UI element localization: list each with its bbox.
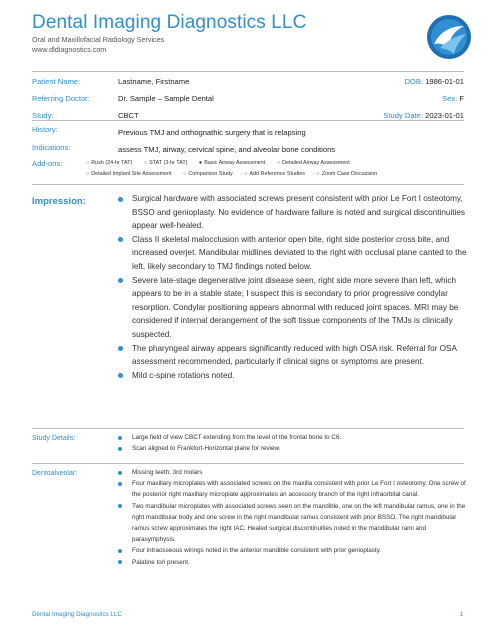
history-text: Previous TMJ and orthognathic surgery that is relapsing [118, 128, 306, 137]
impression-label: Impression: [32, 196, 86, 207]
study-details-divider [32, 463, 464, 464]
list-item: Large field of view CBCT extending from the level of the frontal bone to C6. [118, 432, 468, 443]
study-details-label: Study Details: [32, 435, 76, 442]
report-header [32, 12, 472, 68]
bullet-dot-icon [118, 373, 123, 378]
study-date-value: 2023-01-01 [425, 111, 464, 120]
referring-doctor-label: Referring Doctor: [32, 94, 90, 103]
indications-label: Indications: [32, 143, 71, 152]
addon-reference-studies[interactable]: ○ Add Reference Studies [244, 171, 305, 177]
study-details-list [118, 432, 468, 454]
list-item: Palatine tori present. [118, 557, 468, 568]
addon-implant-site[interactable]: ○ Detailed Implant Site Assessment [86, 171, 172, 177]
list-item: Mild c-spine rotations noted. [118, 369, 468, 383]
bullet-dot-icon [118, 560, 122, 564]
dentoalveolar-label: Dentoalveolar: [32, 470, 78, 477]
bullet-dot-icon [118, 237, 123, 242]
bullet-dot-icon [118, 504, 122, 508]
list-item: Severe late-stage degenerative joint disease seen, right side more severe than left, which appears to be in a stable state; I suspect this is secondary to prior progressive condylar resorption. Condylar positioning appears abnormal with reduced joint spaces. MRI may be considered if internal derangement of the soft tissue components of the TMJs is clinically suspected. [118, 274, 468, 342]
bullet-dot-icon [118, 436, 122, 440]
list-item: Two mandibular microplates with associated screws seen on the mandible, one on the left mandibular ramus, one in the right mandibular body and one screw in the right mandibular ramus consistent with prior BSSO. The right mandibular ramus screw approximates the right IAC. Healed surgical discontinuities noted in the mandibular rami and parasymphysis. [118, 501, 468, 546]
study-value: CBCT [118, 111, 139, 120]
dob-label: DOB: [404, 77, 424, 86]
company-website[interactable]: www.dldiagnostics.com [32, 45, 107, 54]
footer-company: Dental Imaging Diagnostics LLC [32, 611, 122, 618]
addons-label: Add-ons: [32, 159, 63, 168]
addons-row-1 [86, 160, 360, 166]
checkbox-unchecked-icon: ○ [143, 160, 148, 166]
checkbox-checked-icon: ● [198, 160, 203, 166]
dob-value: 1986-01-01 [425, 77, 464, 86]
addon-detailed-airway[interactable]: ○ Detailed Airway Assessment [276, 160, 350, 166]
list-item: Missing teeth: 3rd molars [118, 467, 468, 478]
checkbox-unchecked-icon: ○ [276, 160, 281, 166]
addons-row-2 [86, 171, 387, 177]
header-divider [32, 71, 464, 72]
clinical-divider [32, 184, 464, 185]
list-item: Surgical hardware with associated screws present consistent with prior Le Fort I osteotomy, BSSO and genioplasty. No evidence of hardware failure is noted and surgical discontinuities appear well-healed. [118, 192, 468, 233]
addon-basic-airway[interactable]: ● Basic Airway Assessment [198, 160, 266, 166]
bullet-dot-icon [118, 482, 122, 486]
study-date-label: Study Date: [383, 111, 424, 120]
impression-list [118, 192, 468, 382]
bullet-dot-icon [118, 346, 123, 351]
info-divider [32, 120, 464, 121]
patient-name: Lastname, Firstname [118, 77, 190, 86]
list-item: Four maxillary microplates with associated screws on the maxilla consistent with prior Le Fort I osteotomy. One screw of the posterior right maxillary microplate approximates an accessory branch of the right infraorbital canal. [118, 478, 468, 500]
history-label: History: [32, 125, 58, 134]
page-number: 1 [459, 611, 463, 618]
company-name: Dental Imaging Diagnostics LLC [32, 12, 307, 33]
bullet-dot-icon [118, 471, 122, 475]
bullet-dot-icon [118, 549, 122, 553]
addon-zoom-discussion[interactable]: ○ Zoom Case Discussion [316, 171, 378, 177]
bullet-dot-icon [118, 278, 123, 283]
sex-label: Sex: [442, 94, 458, 103]
dentoalveolar-list [118, 467, 468, 568]
sex-value: F [459, 94, 464, 103]
checkbox-unchecked-icon: ○ [244, 171, 248, 177]
list-item: Four intraosseous wirings noted in the anterior mandible consistent with prior genioplasty. [118, 545, 468, 556]
addon-rush[interactable]: ○ Rush (24-hr TAT) [86, 160, 133, 166]
bullet-dot-icon [118, 447, 122, 451]
patient-name-label: Patient Name: [32, 77, 81, 86]
checkbox-unchecked-icon: ○ [86, 160, 90, 166]
checkbox-unchecked-icon: ○ [183, 171, 187, 177]
addon-stat[interactable]: ○ STAT (3-hr TAT) [143, 160, 188, 166]
study-label: Study: [32, 111, 54, 120]
impression-divider [32, 428, 464, 429]
list-item: Class II skeletal malocclusion with anterior open bite, right side posterior cross bite, and increased overjet. Mandibular midlines deviated to the right with occlusal plane canted to the left, likely secondary to TMJ findings noted below. [118, 233, 468, 274]
indications-text: assess TMJ, airway, cervical spine, and alveolar bone conditions [118, 145, 336, 154]
checkbox-unchecked-icon: ○ [316, 171, 320, 177]
checkbox-unchecked-icon: ○ [86, 171, 90, 177]
company-subtitle: Oral and Maxillofacial Radiology Services [32, 35, 165, 44]
list-item: The pharyngeal airway appears significantly reduced with high OSA risk. Referral for OSA assessment recommended, particularly if clinical signs or symptoms are present. [118, 342, 468, 369]
wave-circle-logo-icon [426, 14, 472, 60]
bullet-dot-icon [118, 197, 123, 202]
list-item: Scan aligned to Frankfort-Horizontal plane for review. [118, 443, 468, 454]
referring-doctor: Dr. Sample – Sample Dental [118, 94, 214, 103]
addon-comparison[interactable]: ○ Comparison Study [183, 171, 233, 177]
